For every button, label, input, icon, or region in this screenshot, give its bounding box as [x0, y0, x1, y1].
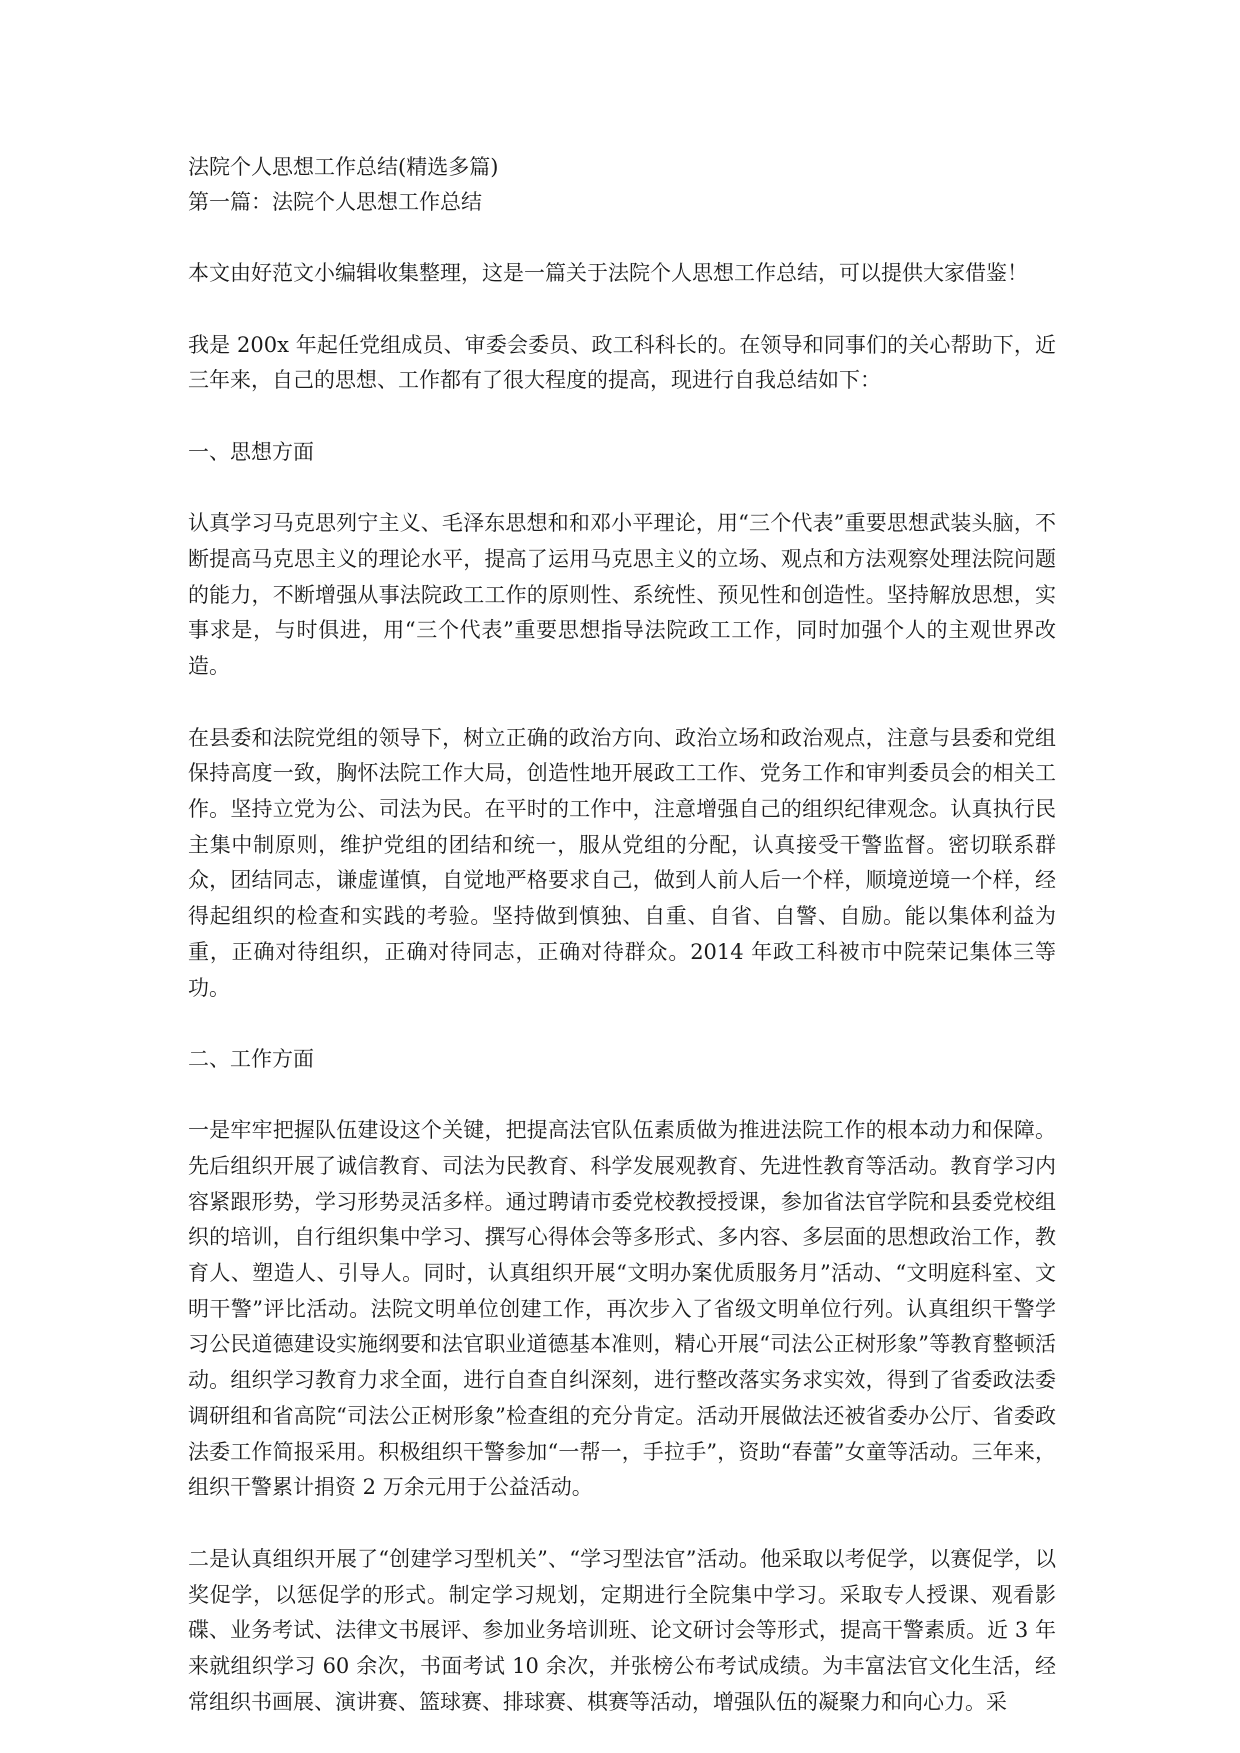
- work-paragraph-2: 二是认真组织开展了“创建学习型机关”、“学习型法官”活动。他采取以考促学，以赛促学，以奖促学，以惩促学的形式。制定学习规划，定期进行全院集中学习。采取专人授课、观看影碟、业务考试、法律文书展评、参加业务培训班、论文研讨会等形式，提高干警素质。近 3 年来就组织学习 60 余次，书面考试 10 余次，并张榜公布考试成绩。为丰富法官文化生活，经常组织书画展、演讲赛、篮球赛、排球赛、棋赛等活动，增强队伍的凝聚力和向心力。采: [188, 1546, 1056, 1714]
- spacer: [188, 685, 1056, 721]
- spacer: [188, 1506, 1056, 1542]
- thought-paragraph-1: 认真学习马克思列宁主义、毛泽东思想和和邓小平理论，用“三个代表”重要思想武装头脑，不断提高马克思主义的理论水平，提高了运用马克思主义的立场、观点和方法观察处理法院问题的能力，不断增强从事法院政工工作的原则性、系统性、预见性和创造性。坚持解放思想，实事求是，与时俱进，用“三个代表”重要思想指导法院政工工作，同时加强个人的主观世界改造。: [188, 511, 1056, 678]
- spacer: [188, 1077, 1056, 1113]
- opening-paragraph: 我是 200x 年起任党组成员、审委会委员、政工科科长的。在领导和同事们的关心帮助下，近三年来，自己的思想、工作都有了很大程度的提高，现进行自我总结如下：: [188, 332, 1056, 393]
- spacer: [188, 1006, 1056, 1042]
- document-subtitle: 第一篇：法院个人思想工作总结: [188, 190, 482, 214]
- spacer: [188, 470, 1056, 506]
- spacer: [188, 292, 1056, 328]
- section-heading-work: 二、工作方面: [188, 1047, 314, 1072]
- spacer: [188, 220, 1056, 256]
- work-paragraph-1: 一是牢牢把握队伍建设这个关键，把提高法官队伍素质做为推进法院工作的根本动力和保障。先后组织开展了诚信教育、司法为民教育、科学发展观教育、先进性教育等活动。教育学习内容紧跟形势，学习形势灵活多样。通过聘请市委党校教授授课，参加省法官学院和县委党校组织的培训，自行组织集中学习、撰写心得体会等多形式、多内容、多层面的思想政治工作，教育人、塑造人、引导人。同时，认真组织开展“文明办案优质服务月”活动、“文明庭科室、文明干警”评比活动。法院文明单位创建工作，再次步入了省级文明单位行列。认真组织干警学习公民道德建设实施纲要和法官职业道德基本准则，精心开展“司法公正树形象”等教育整顿活动。组织学习教育力求全面，进行自查自纠深刻，进行整改落实务求实效，得到了省委政法委调研组和省高院“司法公正树形象”检查组的充分肯定。活动开展做法还被省委办公厅、省委政法委工作简报采用。积极组织干警参加“一帮一，手拉手”，资助“春蕾”女童等活动。三年来，组织干警累计捐资 2 万余元用于公益活动。: [188, 1118, 1056, 1500]
- intro-paragraph: 本文由好范文小编辑收集整理，这是一篇关于法院个人思想工作总结，可以提供大家借鉴！: [188, 261, 1028, 285]
- thought-paragraph-2: 在县委和法院党组的领导下，树立正确的政治方向、政治立场和政治观点，注意与县委和党组保持高度一致，胸怀法院工作大局，创造性地开展政工工作、党务工作和审判委员会的相关工作。坚持立党为公、司法为民。在平时的工作中，注意增强自己的组织纪律观念。认真执行民主集中制原则，维护党组的团结和统一，服从党组的分配，认真接受干警监督。密切联系群众，团结同志，谦虚谨慎，自觉地严格要求自己，做到人前人后一个样，顺境逆境一个样，经得起组织的检查和实践的考验。坚持做到慎独、自重、自省、自警、自励。能以集体利益为重，正确对待组织，正确对待同志，正确对待群众。2014 年政工科被市中院荣记集体三等功。: [188, 725, 1056, 1000]
- section-heading-thought: 一、思想方面: [188, 440, 314, 465]
- document-body: [188, 150, 1056, 1721]
- spacer: [188, 399, 1056, 435]
- document-title: 法院个人思想工作总结(精选多篇): [188, 155, 499, 179]
